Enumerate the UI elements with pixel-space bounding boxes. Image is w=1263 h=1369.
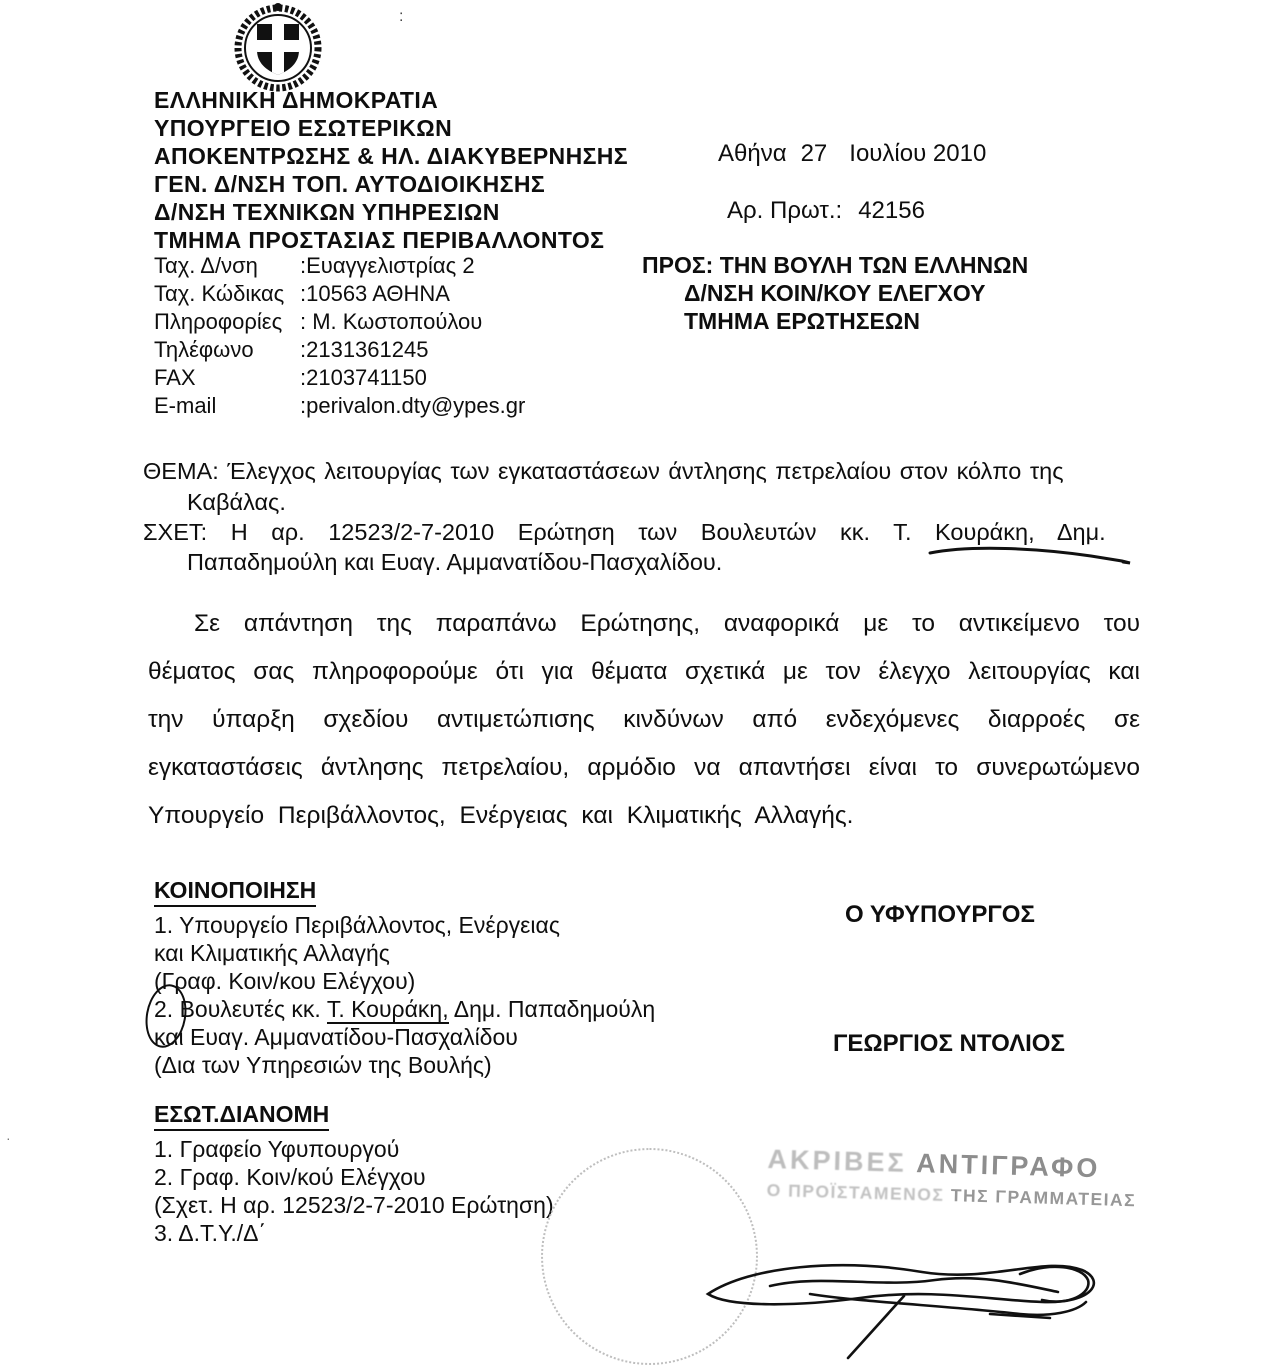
cc-line [154,995,655,1023]
contact-row [154,392,525,420]
contact-row [154,308,525,336]
internal-line: 2. Γραφ. Κοιν/κού Ελέγχου [154,1164,426,1190]
signature-scribble [690,1222,1110,1368]
signatory-title: Ο ΥΦΥΠΟΥΡΓΟΣ [845,901,1035,928]
subject-line [143,458,1064,485]
stamp-text: ΑΝΤΙΓΡΑΦΟ [915,1148,1101,1184]
cc-line: (Δια των Υπηρεσιών της Βουλής) [154,1052,492,1078]
header-line: ΥΠΟΥΡΓΕΙΟ ΕΣΩΤΕΡΙΚΩΝ [154,115,453,141]
body-paragraph: Σε απάντηση της παραπάνω Ερώτησης, αναφορικά με το αντικείμενο του θέματος σας πληροφορούμε ότι για θέματα σχετικά με τον έλεγχο λειτουργίας και την ύπαρξη σχεδίου αντιμετώπισης κινδύνων από ενδεχόμενες διαρροές σε εγκαταστάσεις άντλησης πετρελαίου, αρμόδιο να απαντήσει είναι το συνερωτώμενο Υπουργείο Περιβάλλοντος, Ενέργειας και Κλιματικής Αλλαγής. [148,610,1140,829]
recipient-line: Δ/ΝΣΗ ΚΟΙΝ/ΚΟΥ ΕΛΕΓΧΟΥ [684,280,986,306]
internal-line: 1. Γραφείο Υφυπουργού [154,1136,400,1162]
handwritten-underline [926,543,1140,569]
date-line [718,140,986,168]
contact-value: :Ευαγγελιστρίας 2 [300,253,475,278]
contact-label: Τηλέφωνο [154,337,254,362]
internal-distribution-block [154,1100,554,1247]
contact-value: :10563 ΑΘΗΝΑ [300,281,450,306]
cc-block [154,876,655,1079]
subject-line: Καβάλας. [187,489,286,515]
greek-coat-of-arms-icon [216,2,340,94]
cc-line: (Γραφ. Κοιν/κου Ελέγχου) [154,968,416,994]
contact-value: :2131361245 [300,337,429,362]
internal-distribution-title: ΕΣΩΤ.ΔΙΑΝΟΜΗ [154,1100,329,1131]
date-day: 27 [800,140,828,167]
certified-copy-stamp [766,1144,1137,1211]
cc-item2-pre: Βουλευτές κκ. [179,996,327,1022]
reference-line: Παπαδημούλη και Ευαγ. Αμμανατίδου-Πασχαλίδου. [187,549,723,575]
stamp-line [766,1180,1136,1211]
date-month-year: Ιουλίου 2010 [849,140,987,167]
contact-row [154,336,525,364]
stamp-text-faded: ΑΚΡΙΒΕΣ [767,1144,917,1179]
date-city: Αθήνα [718,140,787,167]
cc-title: ΚΟΙΝΟΠΟΙΗΣΗ [154,876,316,907]
scan-artifact-dot: · [6,1130,11,1146]
recipient-block [642,251,1028,335]
contact-value: :2103741150 [300,365,427,390]
protocol-line [727,197,925,225]
contact-row [154,364,525,392]
cc-item2-underlined-name: Τ. Κουράκη, [326,996,449,1022]
ministry-header [154,86,628,254]
header-line: ΕΛΛΗΝΙΚΗ ΔΗΜΟΚΡΑΤΙΑ [154,87,439,113]
subject-text: Έλεγχος λειτουργίας των εγκαταστάσεων άντλησης πετρελαίου στον κόλπο της [227,458,1064,484]
scan-artifact-dot: : [399,8,404,25]
recipient-label: ΠΡΟΣ: [642,252,714,278]
contact-row [154,280,525,308]
contact-row [154,252,525,280]
contact-label: FAX [154,365,196,390]
contact-label: E-mail [154,393,217,418]
cc-item2-post: Δημ. Παπαδημούλη [448,996,656,1022]
contact-value: : Μ. Κωστοπούλου [300,309,483,334]
header-line: ΤΜΗΜΑ ΠΡΟΣΤΑΣΙΑΣ ΠΕΡΙΒΑΛΛΟΝΤΟΣ [154,227,605,253]
header-line: ΓΕΝ. Δ/ΝΣΗ ΤΟΠ. ΑΥΤΟΔΙΟΙΚΗΣΗΣ [154,171,546,197]
recipient-line [642,251,1028,279]
contact-block [154,252,525,420]
stamp-text-faded: Ο ΠΡΟΪΣΤΑΜΕΝΟΣ [766,1179,952,1206]
protocol-number: 42156 [858,197,925,224]
header-line: ΑΠΟΚΕΝΤΡΩΣΗΣ & ΗΛ. ΔΙΑΚΥΒΕΡΝΗΣΗΣ [154,143,628,169]
contact-label: Ταχ. Δ/νση [154,253,258,278]
stamp-text: ΤΗΣ ΓΡΑΜΜΑΤΕΙΑΣ [950,1185,1137,1211]
contact-label: Πληροφορίες [154,309,283,334]
subject-label: ΘΕΜΑ: [143,458,219,484]
signatory-name: ΓΕΩΡΓΙΟΣ ΝΤΟΛΙΟΣ [833,1030,1065,1057]
internal-line: (Σχετ. Η αρ. 12523/2-7-2010 Ερώτηση) [154,1192,554,1218]
header-line: Δ/ΝΣΗ ΤΕΧΝΙΚΩΝ ΥΠΗΡΕΣΙΩΝ [154,199,500,225]
recipient-name: ΤΗΝ ΒΟΥΛΗ ΤΩΝ ΕΛΛΗΝΩΝ [719,252,1029,278]
contact-value: :perivalon.dty@ypes.gr [300,393,526,418]
reference-text: Η αρ. 12523/2-7-2010 Ερώτηση των Βουλευτών κκ. Τ. Κουράκη, Δημ. [230,519,1106,545]
reference-line [143,519,1106,546]
cc-item2-number: 2. [154,996,174,1022]
reference-label: ΣΧΕΤ: [143,519,208,545]
recipient-line: ΤΜΗΜΑ ΕΡΩΤΗΣΕΩΝ [684,308,920,334]
stamp-line [767,1144,1137,1185]
cc-line: και Ευαγ. Αμμανατίδου-Πασχαλίδου [154,1024,518,1050]
contact-label: Ταχ. Κώδικας [154,281,285,306]
protocol-label: Αρ. Πρωτ.: [727,197,843,224]
internal-line: 3. Δ.Τ.Υ./Δ΄ [154,1220,267,1246]
cc-line: και Κλιματικής Αλλαγής [154,940,390,966]
cc-line: 1. Υπουργείο Περιβάλλοντος, Ενέργειας [154,912,560,938]
